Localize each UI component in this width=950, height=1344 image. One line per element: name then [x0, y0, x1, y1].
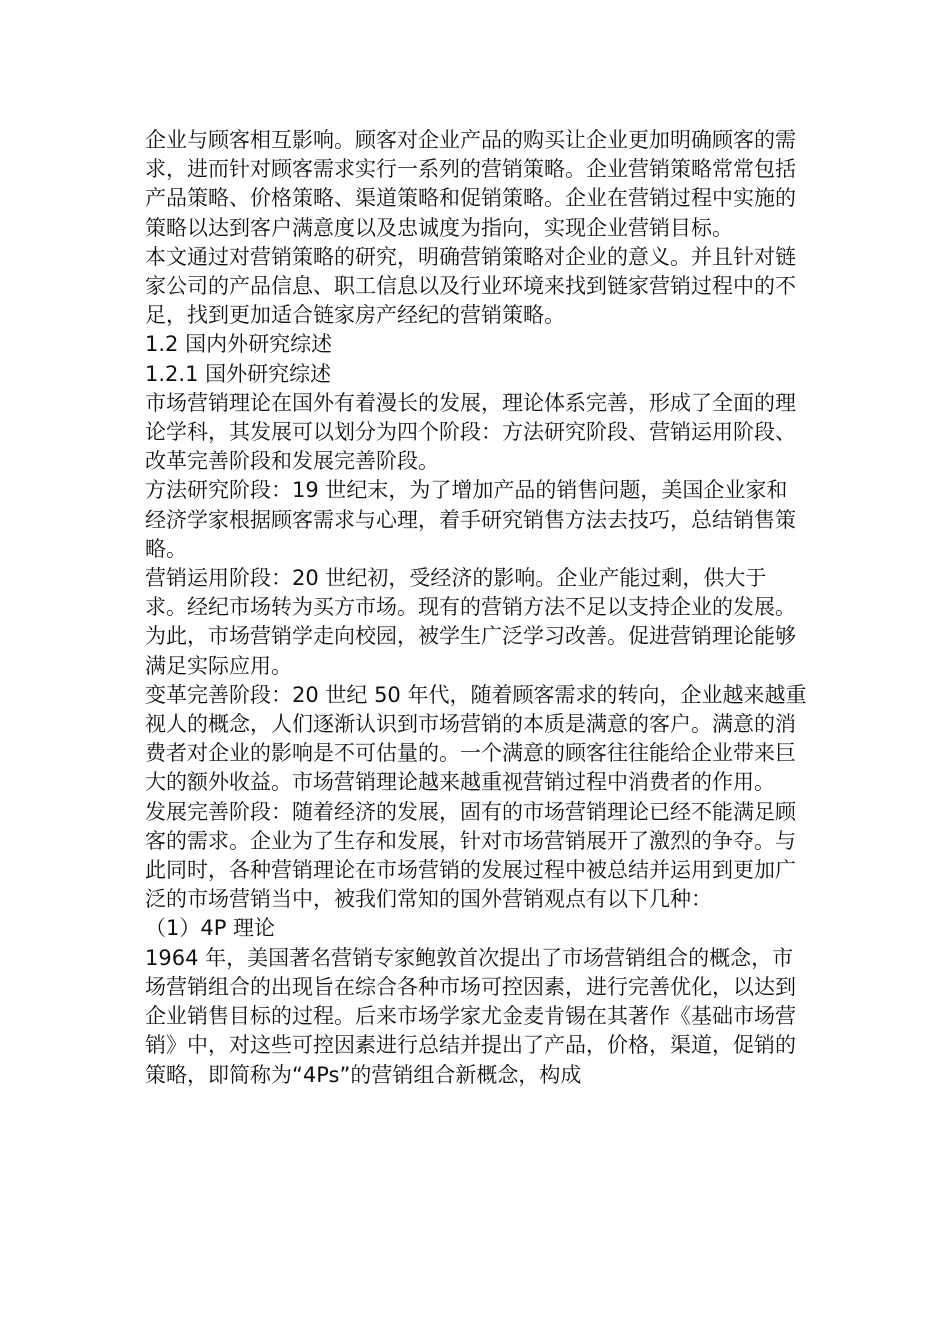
paragraph-method-stage: 方法研究阶段：19 世纪末，为了增加产品的销售问题，美国企业家和经济学家根据顾客需求与心理，着手研究销售方法去技巧，总结销售策略。 — [145, 478, 796, 561]
document-body — [145, 126, 807, 1090]
paragraph-intro-interaction: 企业与顾客相互影响。顾客对企业产品的购买让企业更加明确顾客的需求，进而针对顾客需求实行一系列的营销策略。企业营销策略常常包括产品策略、价格策略、渠道策略和促销策略。企业在营销过程中实施的策略以达到客户满意度以及忠诚度为指向，实现企业营销目标。 — [145, 128, 796, 240]
paragraph-research-purpose: 本文通过对营销策略的研究，明确营销策略对企业的意义。并且针对链家公司的产品信息、职工信息以及行业环境来找到链家营销过程中的不足，找到更加适合链家房产经纪的营销策略。 — [145, 244, 796, 328]
section-heading-1-2: 1.2 国内外研究综述 — [145, 332, 333, 357]
paragraph-reform-stage: 变革完善阶段：20 世纪 50 年代，随着顾客需求的转向，企业越来越重视人的概念，人们逐渐认识到市场营销的本质是满意的客户。满意的消费者对企业的影响是不可估量的。一个满意的顾客往往能给企业带来巨大的额外收益。市场营销理论越来越重视营销过程中消费者的作用。 — [145, 682, 807, 795]
paragraph-4p-history: 1964 年，美国著名营销专家鲍敦首次提出了市场营销组合的概念，市场营销组合的出现旨在综合各种市场可控因素，进行完善优化，以达到企业销售目标的过程。后来市场学家尤金麦肯锡在其著作《基础市场营销》中，对这些可控因素进行总结并提出了产品，价格，渠道，促销的策略，即简称为“4Ps”的营销组合新概念，构成 — [145, 945, 796, 1087]
paragraph-application-stage: 营销运用阶段：20 世纪初，受经济的影响。企业产能过剩，供大于求。经纪市场转为买方市场。现有的营销方法不足以支持企业的发展。为此，市场营销学走向校园，被学生广泛学习改善。促进营销理论能够满足实际应用。 — [145, 566, 796, 678]
paragraph-theory-overview: 市场营销理论在国外有着漫长的发展，理论体系完善，形成了全面的理论学科，其发展可以划分为四个阶段：方法研究阶段、营销运用阶段、改革完善阶段和发展完善阶段。 — [145, 390, 796, 474]
section-heading-1-2-1: 1.2.1 国外研究综述 — [145, 361, 332, 386]
subheading-4p-theory: （1）4P 理论 — [145, 916, 276, 941]
paragraph-development-stage: 发展完善阶段：随着经济的发展，固有的市场营销理论已经不能满足顾客的需求。企业为了生存和发展，针对市场营销展开了激烈的争夺。与此同时，各种营销理论在市场营销的发展过程中被总结并运用到更加广泛的市场营销当中，被我们常知的国外营销观点有以下几种： — [145, 799, 796, 912]
